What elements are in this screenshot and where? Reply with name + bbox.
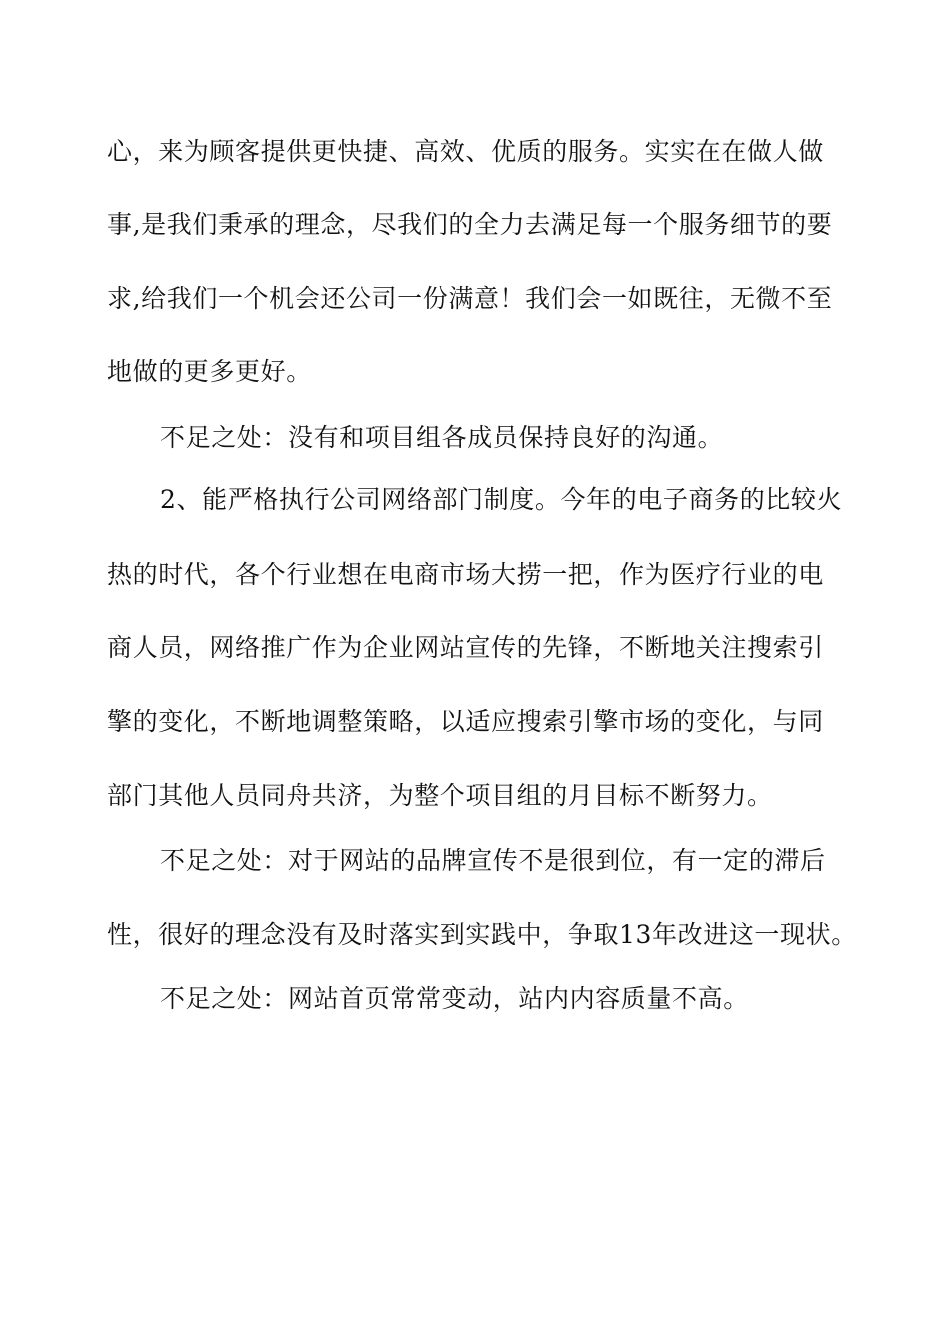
text-line-2: 事,是我们秉承的理念，尽我们的全力去满足每一个服务细节的要 [107,210,833,239]
text-line-5: 不足之处：没有和项目组各成员保持良好的沟通。 [160,423,724,452]
text-line-6: 2、能严格执行公司网络部门制度。今年的电子商务的比较火 [160,485,843,514]
text-line-1: 心，来为顾客提供更快捷、高效、优质的服务。实实在在做人做 [107,137,824,166]
text-line-10: 部门其他人员同舟共济，为整个项目组的月目标不断努力。 [107,781,773,810]
text-line-13: 不足之处：网站首页常常变动，站内内容质量不高。 [160,984,749,1013]
text-line-3: 求,给我们一个机会还公司一份满意！我们会一如既往，无微不至 [107,284,833,313]
text-line-8: 商人员，网络推广作为企业网站宣传的先锋，不断地关注搜索引 [107,633,824,662]
text-line-9: 擎的变化，不断地调整策略，以适应搜索引擎市场的变化，与同 [107,707,824,736]
text-line-11: 不足之处：对于网站的品牌宣传不是很到位，有一定的滞后 [160,846,826,875]
text-line-4: 地做的更多更好。 [107,357,312,386]
text-line-12: 性，很好的理念没有及时落实到实践中，争取13年改进这一现状。 [107,920,857,949]
text-line-7: 热的时代，各个行业想在电商市场大捞一把，作为医疗行业的电 [107,560,824,589]
